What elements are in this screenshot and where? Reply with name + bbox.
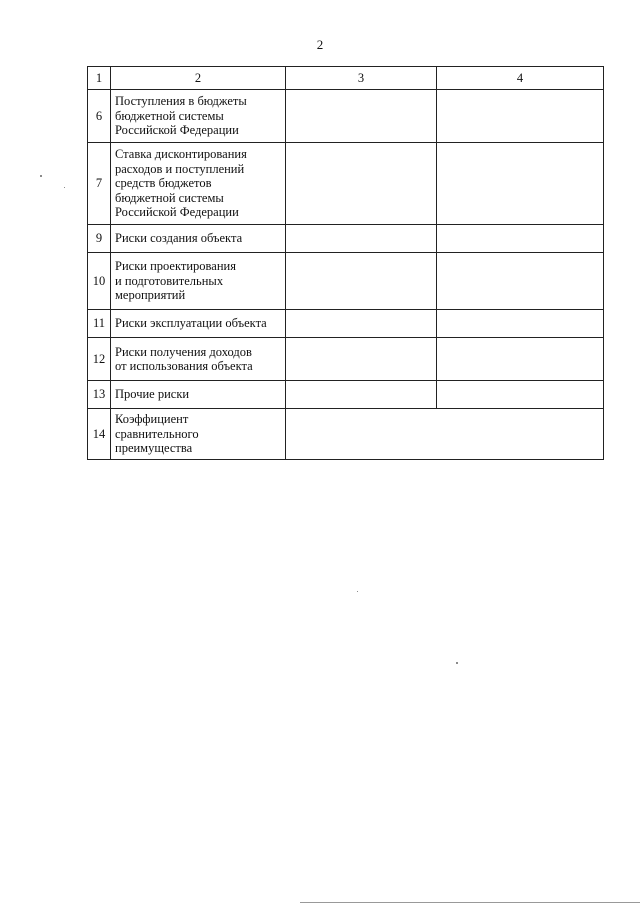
cell-col-4 [437, 381, 604, 409]
row-number: 6 [88, 90, 111, 143]
merged-value-cell [286, 409, 604, 460]
row-label-line: от использования объекта [115, 359, 253, 373]
row-label-line: Ставка дисконтирования [115, 147, 247, 162]
row-label-line: сравнительного [115, 426, 199, 441]
page-bottom-edge [300, 902, 640, 903]
cell-col-4 [437, 90, 604, 143]
row-number: 12 [88, 338, 111, 381]
cell-col-3 [286, 381, 437, 409]
table-row [88, 381, 604, 409]
row-label [111, 409, 286, 460]
cell-col-3 [286, 90, 437, 143]
row-label [111, 143, 286, 225]
cell-col-4 [437, 253, 604, 310]
row-number: 10 [88, 253, 111, 310]
table-row [88, 90, 604, 143]
row-label [111, 90, 286, 143]
cell-col-3 [286, 253, 437, 310]
cell-col-4 [437, 310, 604, 338]
scan-speck [64, 187, 65, 188]
row-label [111, 253, 286, 310]
table-header-row [88, 67, 604, 90]
row-label [111, 338, 286, 381]
row-label-line: бюджетной системы [115, 108, 224, 123]
cell-col-3 [286, 338, 437, 381]
row-label-line: расходов и поступлений [115, 161, 245, 176]
cell-col-3 [286, 143, 437, 225]
cell-col-4 [437, 225, 604, 253]
indicator-table [87, 66, 604, 460]
table-row [88, 225, 604, 253]
row-label: Прочие риски [111, 381, 286, 409]
cell-col-4 [437, 143, 604, 225]
header-cell-1: 1 [88, 67, 111, 90]
header-cell-3: 3 [286, 67, 437, 90]
cell-col-3 [286, 310, 437, 338]
row-label-line: Риски проектирования [115, 259, 236, 274]
row-label-line: бюджетной системы [115, 190, 224, 205]
row-number: 14 [88, 409, 111, 460]
row-number: 11 [88, 310, 111, 338]
row-label-line: мероприятий [115, 288, 186, 303]
cell-col-3 [286, 225, 437, 253]
table-row [88, 338, 604, 381]
table-row [88, 409, 604, 460]
row-label-line: преимущества [115, 441, 193, 456]
cell-col-4 [437, 338, 604, 381]
row-label-line: Коэффициент [115, 412, 189, 427]
table-row [88, 310, 604, 338]
row-label-line: Поступления в бюджеты [115, 94, 247, 109]
row-label-line: и подготовительных [115, 273, 224, 288]
table-row [88, 253, 604, 310]
row-number: 7 [88, 143, 111, 225]
row-label-line: Российской Федерации [115, 123, 239, 138]
page-number: 2 [316, 37, 324, 52]
row-label-line: средств бюджетов [115, 176, 212, 191]
row-number: 13 [88, 381, 111, 409]
header-cell-2: 2 [111, 67, 286, 90]
scan-speck [456, 662, 458, 664]
scan-speck [40, 175, 42, 177]
row-label-line: Риски получения доходов [115, 344, 252, 359]
header-cell-4: 4 [437, 67, 604, 90]
row-number: 9 [88, 225, 111, 253]
scan-speck [357, 591, 358, 592]
table-row [88, 143, 604, 225]
row-label: Риски эксплуатации объекта [111, 310, 286, 338]
row-label-line: Российской Федерации [115, 205, 239, 220]
row-label: Риски создания объекта [111, 225, 286, 253]
